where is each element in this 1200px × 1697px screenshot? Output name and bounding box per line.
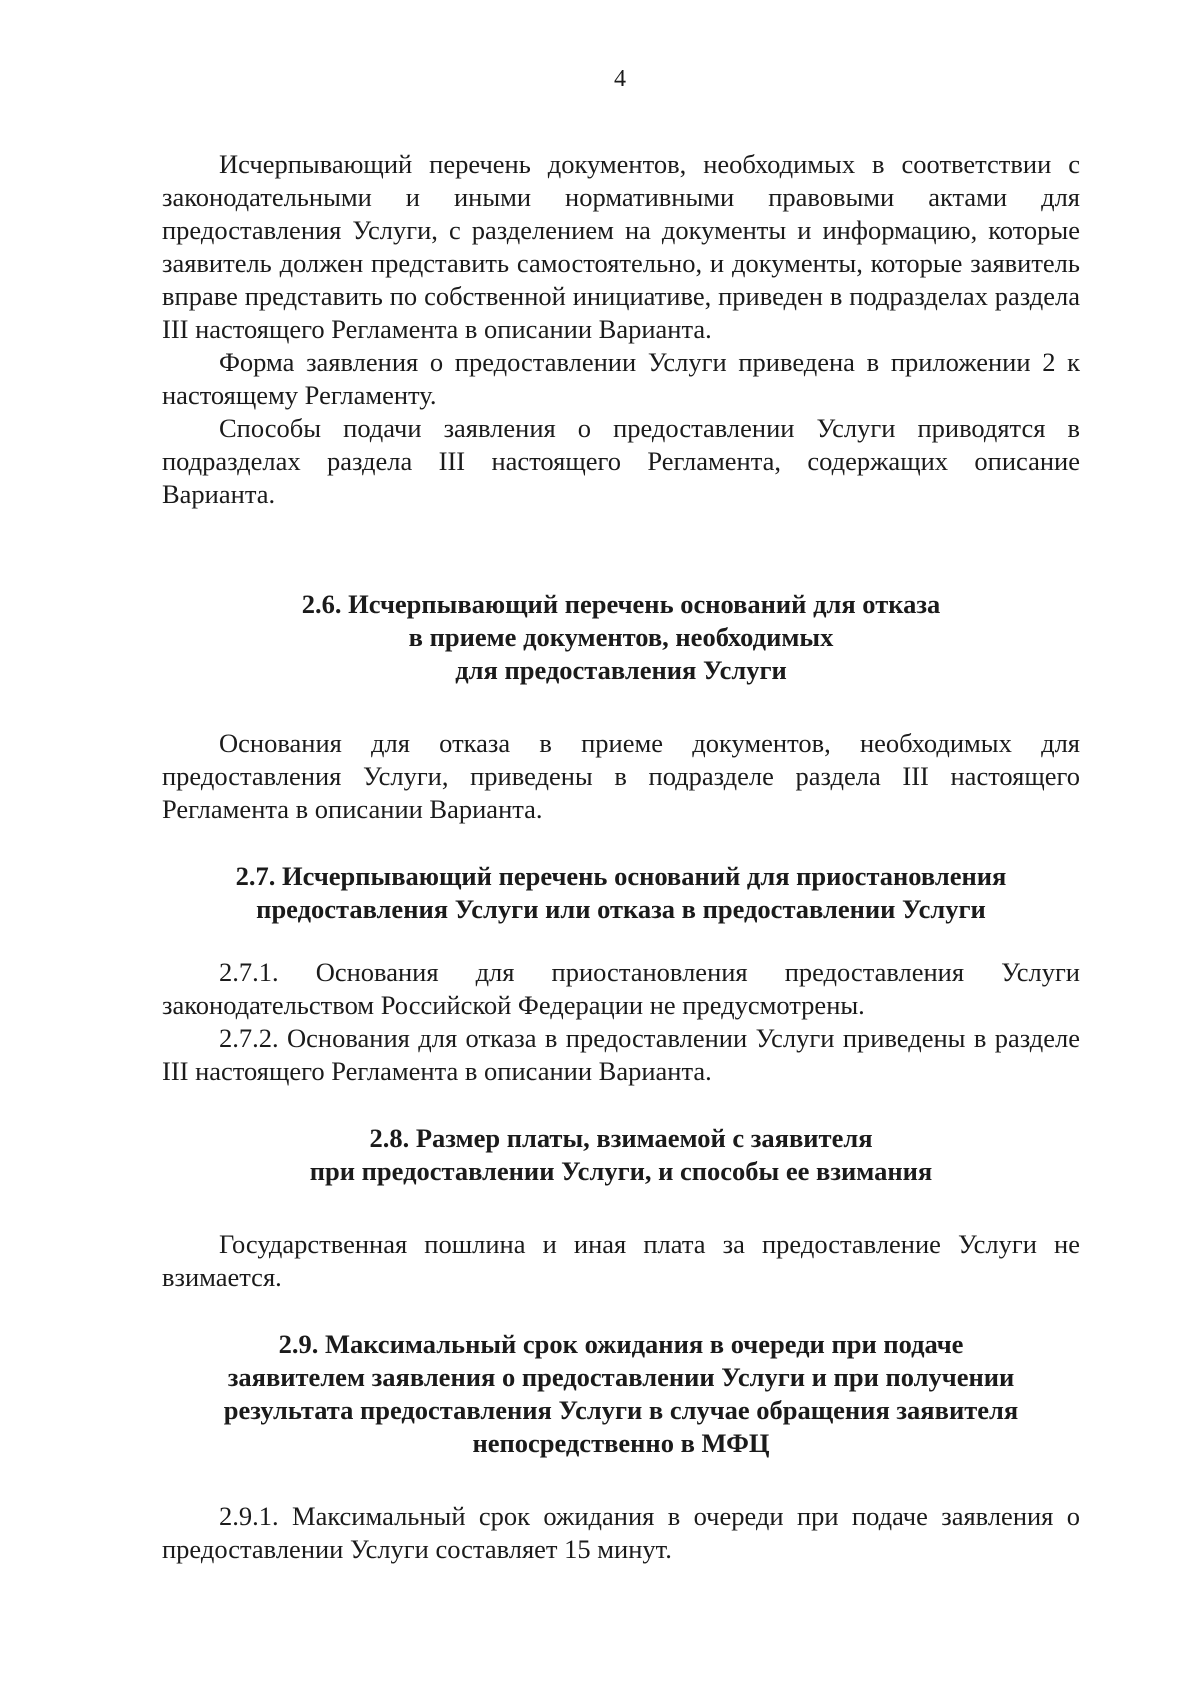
paragraph: 2.7.2. Основания для отказа в предоставлении Услуги приведены в разделе III настоящего Регламента в описании Варианта. bbox=[162, 1023, 1080, 1086]
heading-line: предоставления Услуги или отказа в предоставлении Услуги bbox=[256, 894, 986, 924]
document-body bbox=[162, 148, 1080, 1566]
section-2-5-documents-list bbox=[162, 148, 1080, 511]
heading-line: 2.8. Размер платы, взимаемой с заявителя bbox=[369, 1123, 873, 1153]
heading-line: 2.7. Исчерпывающий перечень оснований для приостановления bbox=[235, 861, 1007, 891]
heading-line: 2.9. Максимальный срок ожидания в очереди при подаче bbox=[278, 1329, 964, 1359]
heading-line: для предоставления Услуги bbox=[455, 655, 787, 685]
section-heading bbox=[162, 860, 1080, 926]
paragraph: Способы подачи заявления о предоставлении Услуги приводятся в подразделах раздела III настоящего Регламента, содержащих описание Варианта. bbox=[162, 413, 1080, 509]
section-heading bbox=[162, 1122, 1080, 1188]
section-2-8-fee bbox=[162, 1122, 1080, 1294]
paragraph: 2.9.1. Максимальный срок ожидания в очереди при подаче заявления о предоставлении Услуги составляет 15 минут. bbox=[162, 1501, 1080, 1564]
heading-line: 2.6. Исчерпывающий перечень оснований для отказа bbox=[301, 589, 941, 619]
section-heading bbox=[162, 1328, 1080, 1460]
paragraph: Форма заявления о предоставлении Услуги приведена в приложении 2 к настоящему Регламенту. bbox=[162, 347, 1080, 410]
paragraph: Государственная пошлина и иная плата за предоставление Услуги не взимается. bbox=[162, 1229, 1080, 1292]
heading-line: непосредственно в МФЦ bbox=[472, 1428, 770, 1458]
section-2-6-refusal-grounds bbox=[162, 588, 1080, 826]
paragraph: Исчерпывающий перечень документов, необходимых в соответствии с законодательными и иными нормативными правовыми актами для предоставления Услуги, с разделением на документы и информацию, которые заявитель должен представить самостоятельно, и документы, которые заявитель вправе представить по собственной инициативе, приведен в подразделах раздела III настоящего Регламента в описании Варианта. bbox=[162, 149, 1080, 344]
section-2-9-queue-time bbox=[162, 1328, 1080, 1566]
paragraph: 2.7.1. Основания для приостановления предоставления Услуги законодательством Российской Федерации не предусмотрены. bbox=[162, 957, 1080, 1020]
heading-line: в приеме документов, необходимых bbox=[408, 622, 834, 652]
heading-line: результата предоставления Услуги в случае обращения заявителя bbox=[223, 1395, 1019, 1425]
page-number: 4 bbox=[614, 66, 626, 92]
paragraph: Основания для отказа в приеме документов, необходимых для предоставления Услуги, приведены в подразделе раздела III настоящего Регламента в описании Варианта. bbox=[162, 728, 1080, 824]
heading-line: заявителем заявления о предоставлении Услуги и при получении bbox=[227, 1362, 1015, 1392]
section-2-7-suspension-grounds bbox=[162, 860, 1080, 1088]
heading-line: при предоставлении Услуги, и способы ее взимания bbox=[309, 1156, 933, 1186]
section-heading bbox=[162, 588, 1080, 687]
